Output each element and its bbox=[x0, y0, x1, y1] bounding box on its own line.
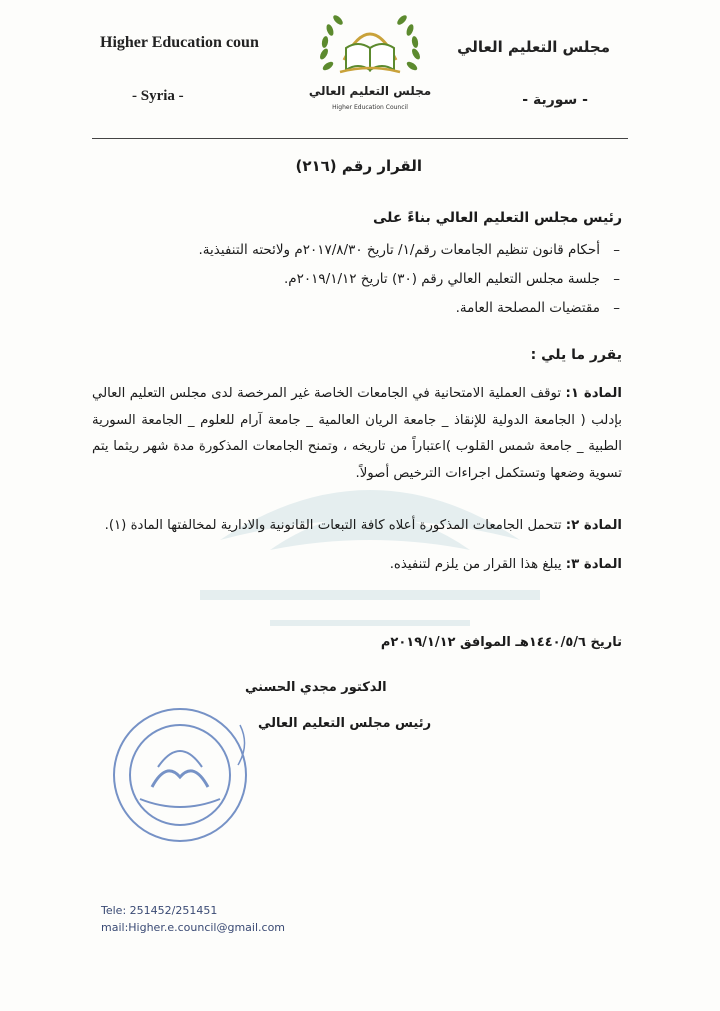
header-arabic-title: مجلس التعليم العالي bbox=[457, 38, 610, 56]
basis-list bbox=[140, 242, 620, 329]
article-text: يبلغ هذا القرار من يلزم لتنفيذه. bbox=[389, 557, 562, 572]
article-label: المادة ٢: bbox=[565, 518, 622, 533]
basis-item: – جلسة مجلس التعليم العالي رقم (٣٠) تاريخ ٢٠١٩/١/١٢م. bbox=[284, 271, 620, 287]
article-text: تتحمل الجامعات المذكورة أعلاه كافة التبعات القانونية والادارية لمخالفتها المادة (١). bbox=[104, 518, 562, 533]
contact-email: mail:Higher.e.council@gmail.com bbox=[101, 921, 286, 934]
book-and-laurel-logo-icon bbox=[314, 8, 426, 84]
article-label: المادة ٣: bbox=[565, 557, 622, 572]
decision-date: تاريخ ١٤٤٠/٥/٦هـ الموافق ٢٠١٩/١/١٢م bbox=[380, 635, 622, 650]
decision-preamble: رئيس مجلس التعليم العالي بناءً على bbox=[373, 210, 622, 226]
article-2 bbox=[92, 513, 622, 540]
article-1 bbox=[92, 381, 622, 487]
council-logo bbox=[300, 8, 440, 118]
basis-item: – مقتضيات المصلحة العامة. bbox=[455, 300, 620, 316]
council-seal-stamp-icon bbox=[100, 695, 270, 855]
signatory-title: رئيس مجلس التعليم العالي bbox=[258, 716, 432, 731]
logo-arabic-caption: مجلس التعليم العالي bbox=[308, 84, 432, 98]
logo-english-caption: Higher Education Council bbox=[332, 104, 408, 111]
contact-block bbox=[101, 902, 285, 936]
decides-heading: يقرر ما يلي : bbox=[530, 347, 622, 363]
signatory-name: الدكتور مجدي الحسني bbox=[245, 680, 387, 695]
contact-telephone: Tele: 251452/251451 bbox=[101, 904, 218, 917]
header-arabic-country: - سورية - bbox=[522, 92, 588, 108]
article-3 bbox=[92, 552, 622, 579]
basis-item: – أحكام قانون تنظيم الجامعات رقم/١/ تاريخ ٢٠١٧/٨/٣٠م ولائحته التنفيذية. bbox=[198, 242, 620, 258]
decision-title: القرار رقم (٢١٦) bbox=[295, 157, 422, 175]
article-label: المادة ١: bbox=[565, 386, 622, 401]
header-english-country: - Syria - bbox=[132, 88, 184, 104]
article-text: توقف العملية الامتحانية في الجامعات الخاصة غير المرخصة لدى مجلس التعليم العالي بإدلب ( الجامعة الدولية للإنقاذ _ جامعة الريان العالمية _ جامعة آرام للعلوم _ الجامعة السورية الطبية _ جامعة شمس القلوب )اعتباراً من تاريخه ، وتمنح الجامعات المذكورة مدة شهر ريثما يتم تسوية وضعها وتستكمل اجراءات الترخيص أصولاً. bbox=[92, 386, 622, 481]
header-english-title: Higher Education coun bbox=[100, 34, 259, 51]
header-divider bbox=[92, 138, 628, 139]
